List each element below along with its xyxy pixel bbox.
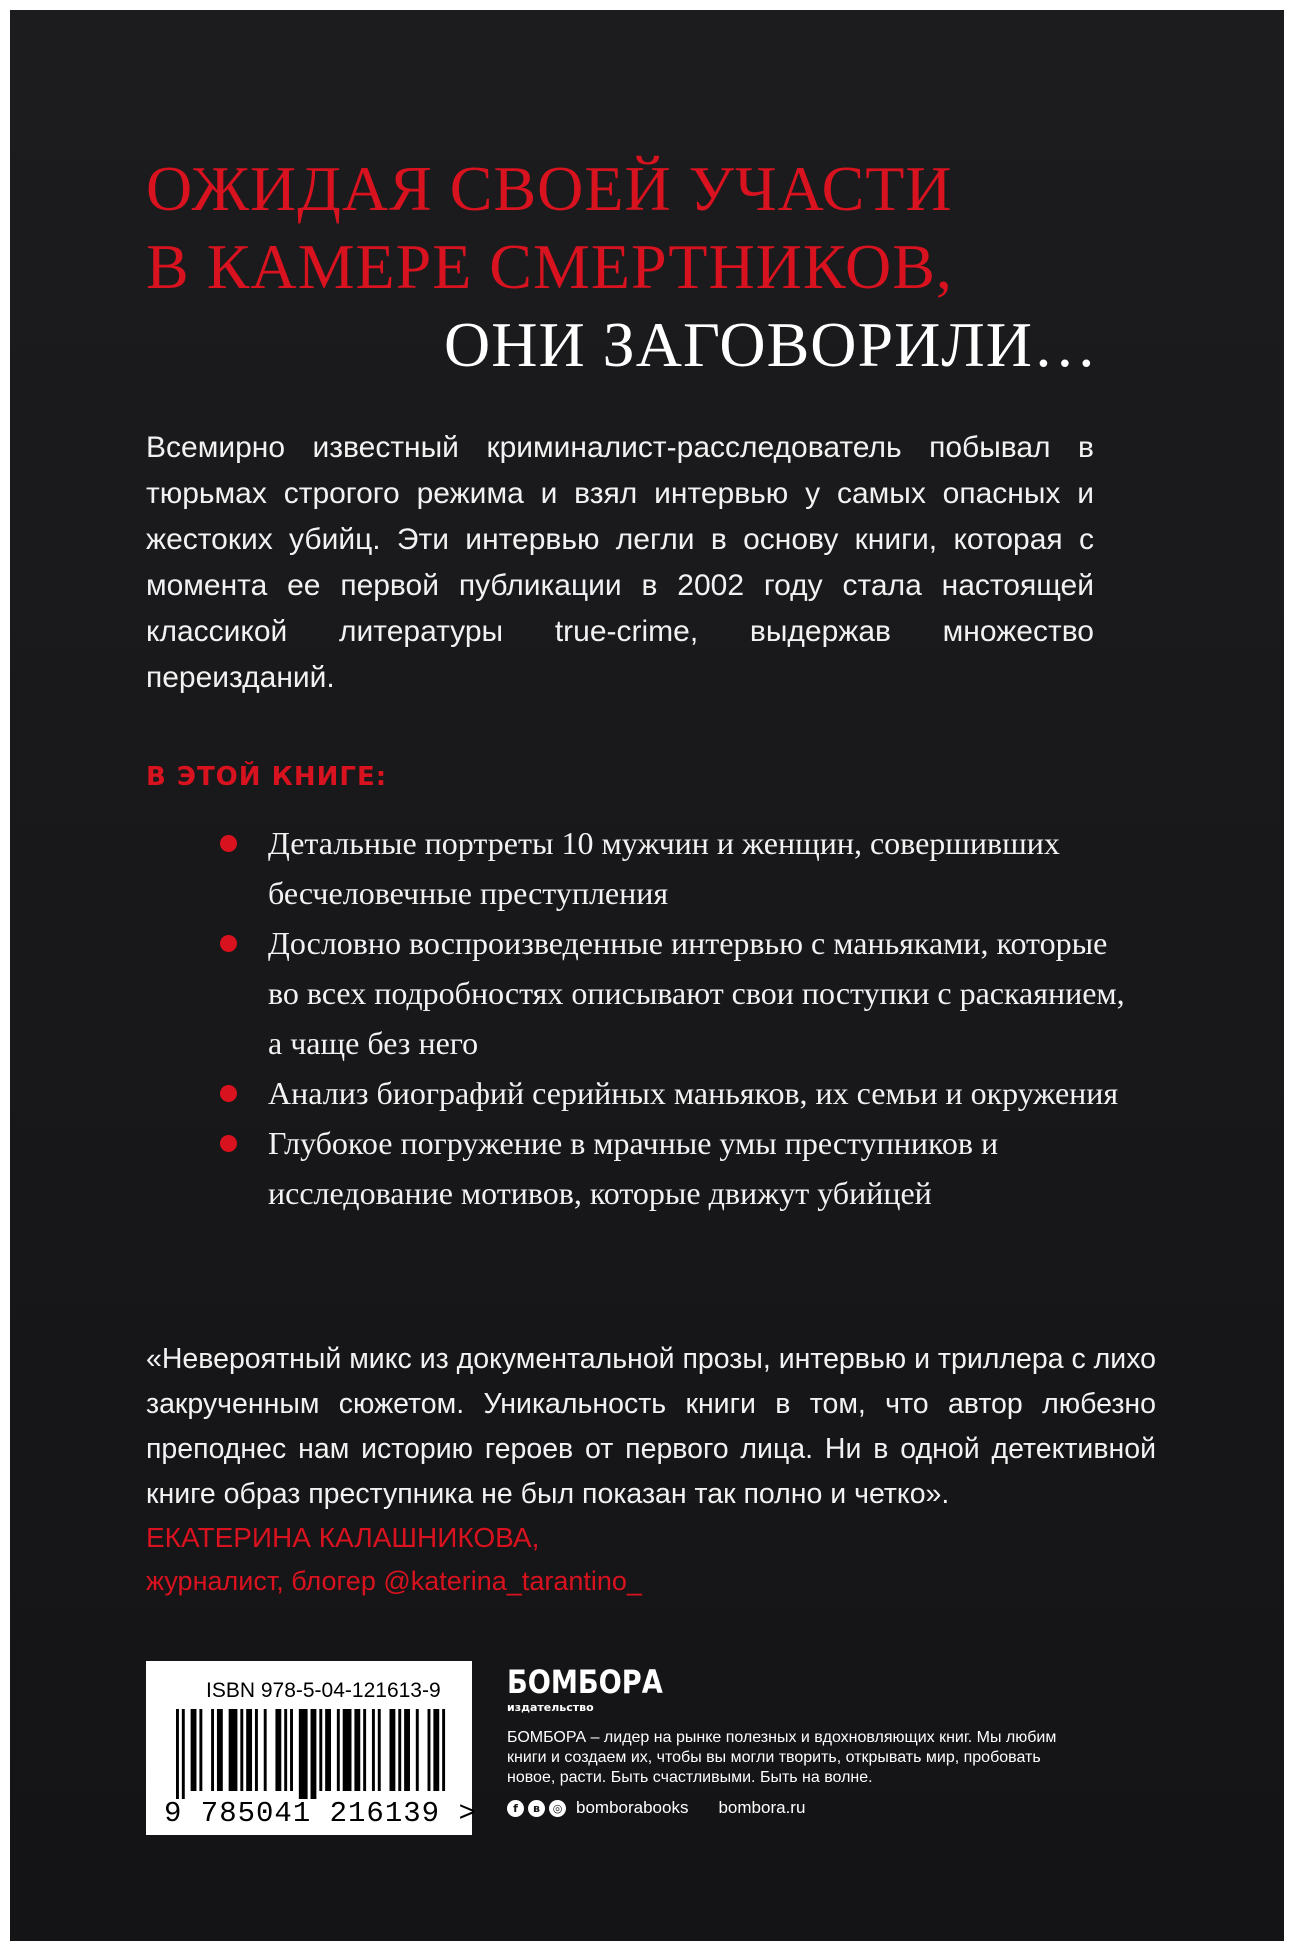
bullet-dot-icon xyxy=(220,835,237,852)
feature-text: Анализ биографий серийных маньяков, их семьи и окружения xyxy=(268,1075,1119,1111)
barcode-bars xyxy=(176,1709,448,1799)
facebook-icon[interactable]: f xyxy=(507,1800,524,1817)
feature-text: Глубокое погружение в мрачные умы преступников и исследование мотивов, которые движут убийцей xyxy=(268,1125,999,1211)
vk-icon[interactable]: в xyxy=(528,1800,545,1817)
quote-author: ЕКАТЕРИНА КАЛАШНИКОВА, xyxy=(146,1522,540,1553)
feature-text: Детальные портреты 10 мужчин и женщин, совершивших бесчеловечные преступления xyxy=(268,825,1060,911)
headline-line-3: ОНИ ЗАГОВОРИЛИ… xyxy=(444,309,1098,380)
publisher-subtitle: издательство xyxy=(507,1701,594,1714)
feature-text: Дословно воспроизведенные интервью с маньяками, которые во всех подробностях описывают свои поступки с раскаянием, а чаще без него xyxy=(268,925,1125,1061)
headline xyxy=(146,150,1126,384)
feature-item xyxy=(220,818,1140,918)
publisher-description: БОМБОРА – лидер на рынке полезных и вдохновляющих книг. Мы любим книги и создаем их, чтобы вы могли творить, открывать мир, пробовать новое, расти. Быть счастливыми. Быть на волне. xyxy=(507,1729,1057,1786)
website-link[interactable]: bombora.ru xyxy=(718,1798,806,1817)
section-heading: В ЭТОЙ КНИГЕ: xyxy=(146,762,388,792)
quote-author-role: журналист, блогер @katerina_tarantino_ xyxy=(146,1566,642,1596)
book-back-cover xyxy=(10,10,1284,1941)
feature-item xyxy=(220,1118,1140,1218)
intro-paragraph: Всемирно известный криминалист-расследователь побывал в тюрьмах строгого режима и взял интервью у самых опасных и жестоких убийц. Эти интервью легли в основу книги, которая с момента ее первой публикации в 2002 году стала настоящей классикой литературы true-crime, выдержав множество переизданий. xyxy=(146,431,1094,694)
bullet-dot-icon xyxy=(220,1085,237,1102)
publisher-logo: БОМБОРА xyxy=(507,1663,663,1701)
social-handle[interactable]: bomborabooks xyxy=(576,1798,689,1817)
isbn-barcode xyxy=(146,1661,477,1835)
feature-list xyxy=(220,818,1140,1218)
bullet-dot-icon xyxy=(220,1135,237,1152)
instagram-icon[interactable]: ◎ xyxy=(549,1800,566,1817)
feature-item xyxy=(220,918,1140,1068)
publisher-block xyxy=(507,1665,1067,1818)
headline-line-2: В КАМЕРЕ СМЕРТНИКОВ, xyxy=(146,231,953,302)
headline-line-1: ОЖИДАЯ СВОЕЙ УЧАСТИ xyxy=(146,153,953,224)
isbn-number: ISBN 978-5-04-121613-9 xyxy=(206,1679,441,1702)
review-quote: «Невероятный микс из документальной прозы, интервью и триллера с лихо закрученным сюжетом. Уникальность книги в том, что автор любезно преподнес нам историю героев от первого лица. Ни в одной детективной книге образ преступника не был показан так полно и четко». xyxy=(146,1343,1156,1510)
bullet-dot-icon xyxy=(220,935,237,952)
publisher-links xyxy=(507,1798,1067,1818)
barcode-digits: 9 785041 216139 > xyxy=(164,1797,477,1830)
feature-item xyxy=(220,1068,1140,1118)
